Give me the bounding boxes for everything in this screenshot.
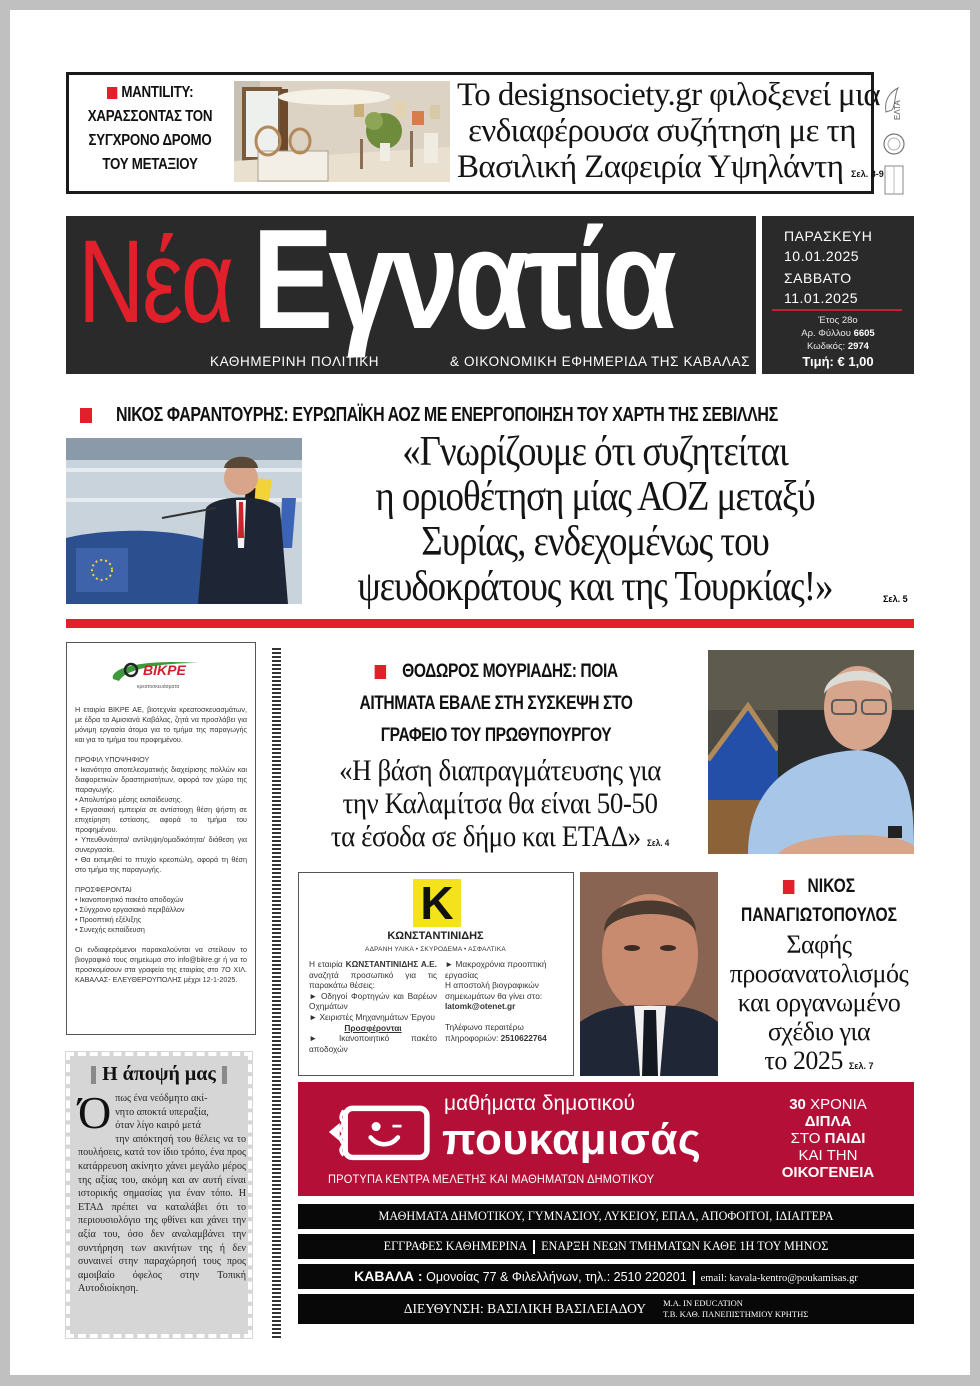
intro-text: Η εταιρία bbox=[309, 959, 346, 969]
poukamisas-line: μαθήματα δημοτικού bbox=[444, 1092, 636, 1115]
kicker-line: ΝΙΚΟΣ bbox=[807, 876, 856, 897]
masthead-title-red: Νέα bbox=[78, 216, 232, 348]
panagiotopoulos-photo bbox=[580, 872, 718, 1076]
divider bbox=[772, 309, 902, 311]
poukamisas-band-enrollment bbox=[298, 1234, 914, 1259]
issue-info-box bbox=[762, 216, 914, 374]
bikre-offer-item: • Ικανοποιητικό πακέτο αποδοχών bbox=[75, 895, 184, 904]
ad-poukamisas[interactable] bbox=[298, 1082, 914, 1196]
mouriadis-kicker[interactable] bbox=[306, 656, 686, 752]
opinion-line: νητο αποκτά υπεραξία, bbox=[115, 1106, 209, 1118]
elta-logo-text: ΕΛΤΑ bbox=[893, 100, 902, 120]
teaser-box[interactable] bbox=[66, 72, 884, 194]
masthead-subtitle: ΚΑΘΗΜΕΡΙΝΗ ΠΟΛΙΤΙΚΗ bbox=[210, 354, 380, 369]
page-reference: Σελ. 8-9 bbox=[851, 169, 884, 179]
separator bbox=[693, 1271, 695, 1285]
ad-column-right bbox=[445, 959, 567, 1043]
issue-code-number: 2974 bbox=[847, 341, 869, 352]
red-divider bbox=[66, 619, 914, 628]
company-name-inline: ΚΩΝΣΤΑΝΤΙΝΙΔΗΣ Α.Ε. bbox=[345, 959, 437, 969]
column-divider bbox=[272, 648, 281, 1338]
bikre-ad-text bbox=[75, 705, 247, 995]
bikre-offer-item: • Σύγχρονο εργασιακό περιβάλλον bbox=[75, 905, 185, 914]
bikre-profile-item: • Εργασιακή εμπειρία σε αντίστοιχη θέση ψήστη σε επιχείρηση εστίασης, αφορά το τμήμα του προφημένου. bbox=[75, 805, 247, 834]
cv-text: Η αποστολή βιογραφικών σημειωμάτων θα γίνει στο: bbox=[445, 980, 543, 1001]
smiley-pencil-icon bbox=[318, 1100, 436, 1164]
band-credential: Τ.Β. ΚΑΘ. ΠΑΝΕΠΙΣΤΗΜΙΟΥ ΚΡΗΤΗΣ bbox=[663, 1309, 809, 1319]
teaser-headline-line: Βασιλική Ζαφειρία Υψηλάντη bbox=[457, 149, 844, 185]
red-square-icon bbox=[374, 665, 385, 679]
company-tagline: ΑΔΡΑΝΗ ΥΛΙΚΑ • ΣΚΥΡΟΔΕΜΑ • ΑΣΦΑΛΤΙΚΑ bbox=[365, 946, 506, 953]
quote-line: «Η βάση διαπραγμάτευσης για bbox=[339, 754, 661, 787]
opinion-line: πως ένα νεόδμητο ακί- bbox=[115, 1093, 208, 1104]
teaser-kicker-line: ΧΑΡΑΣΣΟΝΤΑΣ ΤΟΝ bbox=[87, 108, 213, 125]
issue-code-label: Κωδικός: bbox=[807, 341, 846, 352]
issue-sheet-label: Αρ. Φύλλου bbox=[801, 328, 851, 339]
teaser-headline-line: Το designsociety.gr φιλοξενεί μια bbox=[457, 77, 881, 113]
contact-phone[interactable]: 2510622764 bbox=[500, 1032, 547, 1043]
red-square-icon bbox=[80, 408, 92, 423]
phone-label: Τηλέφωνο περαιτέρω πληροφοριών: bbox=[445, 1021, 524, 1043]
poukamisas-brand: πουκαμισάς bbox=[442, 1115, 702, 1164]
poukamisas-slogan bbox=[746, 1096, 910, 1181]
ad-konstantinidis[interactable] bbox=[298, 872, 574, 1076]
parliament-speaker-illustration bbox=[66, 438, 302, 604]
poukamisas-band-director bbox=[298, 1294, 914, 1324]
slogan-word: ΠΑΙΔΙ bbox=[824, 1130, 866, 1147]
title-bar-decoration bbox=[91, 1066, 96, 1084]
opinion-body bbox=[78, 1087, 246, 1296]
bikre-logo bbox=[107, 657, 217, 699]
quote-line: «Γνωρίζουμε ότι συζητείται bbox=[402, 429, 788, 475]
slogan-word: ΣΤΟ bbox=[790, 1130, 821, 1147]
logo-letter: K bbox=[420, 877, 454, 929]
offer-item: ► Μακροχρόνια προοπτική εργασίας bbox=[445, 959, 547, 980]
band-email[interactable]: email: kavala-kentro@poukamisas.gr bbox=[700, 1273, 858, 1284]
kicker-line: ΘΟΔΩΡΟΣ ΜΟΥΡΙΑΔΗΣ: ΠΟΙΑ bbox=[402, 661, 618, 682]
panagiotopoulos-story[interactable] bbox=[722, 872, 916, 1075]
issue-price: Τιμή: € 1,00 bbox=[802, 354, 874, 369]
quote-line: προσανατολισμός bbox=[729, 959, 909, 988]
bikre-profile-item: • Θα εκτιμηθεί το πτυχίο κρεοπώλη, αφορά τη θέση στο τμήμα της παραγωγής. bbox=[75, 855, 247, 874]
page-reference: Σελ. 4 bbox=[647, 838, 670, 848]
poukamisas-tagline: ΠΡΟΤΥΠΑ ΚΕΝΤΡΑ ΜΕΛΕΤΗΣ ΚΑΙ ΜΑΘΗΜΑΤΩΝ ΔΗΜΟΤΙΚΟΥ bbox=[328, 1172, 655, 1186]
offer-item: ► Ικανοποιητικό πακέτο αποδοχών bbox=[309, 1033, 437, 1054]
band-city: ΚΑΒΑΛΑ : bbox=[354, 1268, 423, 1284]
opinion-column[interactable] bbox=[66, 1052, 252, 1338]
poukamisas-band-courses bbox=[298, 1204, 914, 1229]
kicker-line: ΓΡΑΦΕΙΟ ΤΟΥ ΠΡΩΘΥΠΟΥΡΓΟΥ bbox=[380, 725, 612, 746]
band-director: ΔΙΕΥΘΥΝΣΗ: ΒΑΣΙΛΙΚΗ ΒΑΣΙΛΕΙΑΔΟΥ bbox=[403, 1301, 647, 1316]
issue-year: Έτος 28ο bbox=[818, 315, 858, 326]
portrait-illustration bbox=[708, 650, 914, 854]
opinion-line: όταν λίγο καιρό μετά bbox=[115, 1120, 201, 1132]
quote-line: ψευδοκράτους και της Τουρκίας!» bbox=[357, 564, 833, 610]
band-credential: M.A. IN EDUCATION bbox=[663, 1298, 743, 1308]
opinion-body-text: την απόκτησή του θέλεις να το πουλήσεις, κατά τον ίδιο τρόπο, ένα προς κατάρρευση ακίνητο χάνει μεγάλο μέρος της αξίας του, ακόμη και αν αυτή είναι ιστορικής σημασίας για έναν τόπο. Η ΕΤΑΔ πρέπει να καταλάβει ότι το περιουσιολόγιο της φθίνει και χάνει την αξία του, όσο δεν αναλαμβάνει την συντήρηση των ακινήτων της ή δεν συναινεί στην παραχώρησή τους προς αμοιβαίο όφελος στην Τοπική Αυτοδιοίκηση. bbox=[78, 1133, 246, 1295]
quote-line: Συρίας, ενδεχομένως του bbox=[421, 519, 769, 565]
slogan-word: ΟΙΚΟΓΕΝΕΙΑ bbox=[781, 1164, 875, 1181]
teaser-kicker-line: MANTILITY: bbox=[121, 84, 194, 101]
contact-email[interactable]: latomk@otenet.gr bbox=[445, 1001, 516, 1012]
slogan-word: ΚΑΙ ΤΗΝ bbox=[798, 1147, 858, 1164]
issue-date: 10.01.2025 bbox=[784, 248, 860, 264]
bikre-logo-tagline: κρεατοσκευάσματα bbox=[137, 684, 180, 690]
elta-postage-icon bbox=[882, 86, 906, 198]
teaser-kicker-line: ΤΟΥ ΜΕΤΑΞΙΟΥ bbox=[102, 156, 198, 173]
issue-date: 11.01.2025 bbox=[784, 290, 859, 306]
title-bar-decoration bbox=[222, 1066, 227, 1084]
quote-line: η οριοθέτηση μίας ΑΟΖ μεταξύ bbox=[375, 474, 815, 520]
masthead-subtitle: & ΟΙΚΟΝΟΜΙΚΗ ΕΦΗΜΕΡΙΔΑ ΤΗΣ ΚΑΒΑΛΑΣ bbox=[450, 354, 751, 369]
bikre-offer-item: • Συνεχής εκπαίδευση bbox=[75, 925, 145, 934]
poukamisas-band-contact bbox=[298, 1264, 914, 1289]
issue-sheet bbox=[762, 328, 914, 340]
bikre-closing: Οι ενδιαφερόμενοι παρακαλούνται να στείλουν το βιογραφικό τους σημείωμα στο info@bikre.gr ή να το προσκομίσουν στα γραφεία της εταιρίας στο 7Ο ΧΙΛ. ΚΑΒΑΛΑΣ- ΕΛΕΥΘΕΡΟΥΠΟΛΗΣ μέχρι 12-1-2025. bbox=[75, 945, 247, 984]
separator bbox=[533, 1240, 535, 1254]
position-item: ► Οδηγοί Φορτηγών και Βαρέων Οχημάτων bbox=[309, 990, 437, 1012]
masthead bbox=[66, 216, 756, 374]
offers-title: Προσφέρονται bbox=[344, 1022, 402, 1033]
kicker-line: ΠΑΝΑΓΙΩΤΟΠΟΥΛΟΣ bbox=[741, 905, 897, 926]
quote-line: τα έσοδα σε δήμο και ΕΤΑΔ» bbox=[330, 820, 641, 853]
bikre-profile-title: ΠΡΟΦΙΛ ΥΠΟΨΗΦΙΟΥ bbox=[75, 755, 150, 764]
issue-code bbox=[762, 341, 914, 353]
slogan-word: ΧΡΟΝΙΑ bbox=[810, 1096, 867, 1113]
quote-line: και οργανωμένο bbox=[737, 988, 901, 1017]
konstantinidis-logo bbox=[413, 879, 461, 927]
red-square-icon bbox=[107, 87, 117, 99]
page-reference: Σελ. 5 bbox=[883, 594, 908, 604]
story-kicker[interactable] bbox=[80, 403, 778, 427]
farantouris-photo bbox=[66, 438, 302, 604]
company-name: ΚΩΝΣΤΑΝΤΙΝΙΔΗΣ bbox=[387, 930, 484, 942]
page-reference: Σελ. 7 bbox=[848, 1061, 874, 1071]
red-square-icon bbox=[783, 880, 794, 894]
bikre-offer-item: • Προοπτική εξέλιξης bbox=[75, 915, 142, 924]
slogan-number: 30 bbox=[789, 1096, 806, 1113]
bikre-intro: Η εταιρία ΒΙΚΡΕ ΑΕ, βιοτεχνία κρεατοσκευασμάτων, με έδρα τα Αμισιανά Καβάλας, ζητά να προσλάβει για μόνιμη εργασία άτομα για το τμήμα της παραγωγής και για το τμήμα του προφημένου. bbox=[75, 705, 247, 744]
teaser-headline-line: ενδιαφέρουσα συζήτηση με τη bbox=[468, 113, 856, 149]
issue-day: ΠΑΡΑΣΚΕΥΗ bbox=[784, 228, 873, 244]
ad-column-left bbox=[309, 959, 437, 1054]
bikre-logo-text: BIKPE bbox=[143, 662, 186, 678]
interior-photo-illustration bbox=[234, 81, 450, 182]
issue-day: ΣΑΒΒΑΤΟ bbox=[784, 270, 852, 286]
quote-line: την Καλαμίτσα θα είναι 50-50 bbox=[342, 787, 658, 820]
teaser-kicker bbox=[75, 81, 225, 177]
newspaper-front-page bbox=[10, 10, 970, 1375]
story-kicker-text: ΝΙΚΟΣ ΦΑΡΑΝΤΟΥΡΗΣ: ΕΥΡΩΠΑΪΚΗ ΑΟΖ ΜΕ ΕΝΕΡΓΟΠΟΙΗΣΗ ΤΟΥ ΧΑΡΤΗ ΤΗΣ ΣΕΒΙΛΛΗΣ bbox=[116, 404, 778, 426]
opinion-title-text: Η άποψή μας bbox=[102, 1063, 216, 1085]
position-item: ► Χειριστές Μηχανημάτων Έργου bbox=[309, 1011, 435, 1022]
portrait-illustration bbox=[580, 872, 718, 1076]
bikre-profile-item: • Ικανότητα αποτελεσματικής διαχείρισης πολλών και διαφορετικών δραστηριοτήτων, αφορά τον χώρο της παραγωγής. bbox=[75, 765, 247, 794]
quote-line: Σαφής bbox=[786, 930, 852, 959]
postal-marks bbox=[882, 86, 906, 198]
issue-sheet-number: 6605 bbox=[853, 328, 875, 339]
teaser-photo-interior bbox=[234, 81, 450, 182]
mouriadis-photo bbox=[708, 650, 914, 854]
quote-line: το 2025 bbox=[764, 1046, 843, 1075]
teaser-headline bbox=[457, 77, 884, 185]
bikre-profile-item: • Υπευθυνότητα/ αντίληψη/ομαδικότητα/ διάθεση για συνεργασία. bbox=[75, 835, 247, 854]
mouriadis-quote bbox=[300, 754, 700, 853]
slogan-word: ΔΙΠΛΑ bbox=[804, 1113, 852, 1130]
masthead-title-white: Εγνατία bbox=[252, 216, 672, 359]
quote-line: σχέδιο για bbox=[767, 1017, 871, 1046]
band-address: Ομονοίας 77 & Φιλελλήνων, τηλ.: 2510 220201 bbox=[426, 1270, 687, 1284]
teaser-kicker-line: ΣΥΓΧΡΟΝΟ ΔΡΟΜΟ bbox=[88, 132, 212, 149]
intro-text: αναζητά προσωπικό για τις παρακάτω θέσεις: bbox=[309, 969, 437, 991]
ad-bikre[interactable] bbox=[66, 642, 256, 1035]
bikre-offers-title: ΠΡΟΣΦΕΡΟΝΤΑΙ bbox=[75, 885, 132, 894]
opinion-drop-cap: Ό bbox=[78, 1087, 112, 1138]
band-text: ΜΑΘΗΜΑΤΑ ΔΗΜΟΤΙΚΟΥ, ΓΥΜΝΑΣΙΟΥ, ΛΥΚΕΙΟΥ, ΕΠΑΛ, ΑΠΟΦΟΙΤΟΙ, ΙΔΙΑΙΤΕΡΑ bbox=[378, 1209, 834, 1223]
farantouris-quote bbox=[310, 430, 880, 610]
band-text: ΕΓΓΡΑΦΕΣ ΚΑΘΗΜΕΡΙΝΑ bbox=[383, 1239, 528, 1253]
kicker-line: ΑΙΤΗΜΑΤΑ ΕΒΑΛΕ ΣΤΗ ΣΥΣΚΕΨΗ ΣΤΟ bbox=[359, 693, 633, 714]
band-text: ΕΝΑΡΞΗ ΝΕΩΝ ΤΜΗΜΑΤΩΝ ΚΑΘΕ 1Η ΤΟΥ ΜΗΝΟΣ bbox=[541, 1239, 829, 1253]
opinion-title bbox=[70, 1062, 248, 1086]
bikre-profile-item: • Απολυτήριο μέσης εκπαίδευσης. bbox=[75, 795, 183, 804]
